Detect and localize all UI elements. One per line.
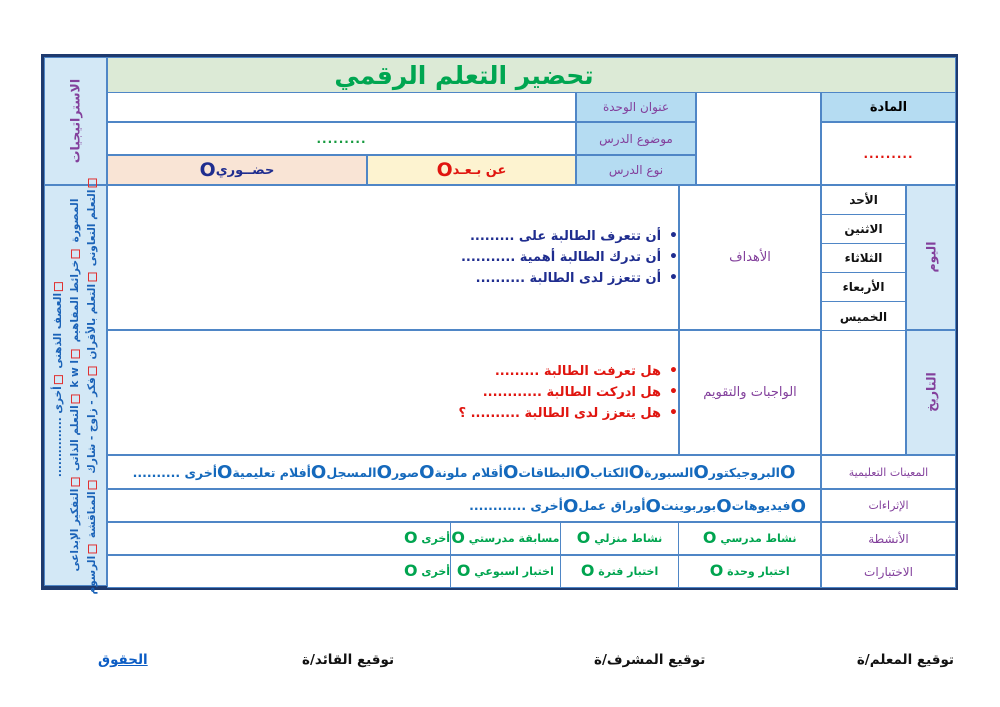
bullet-item: •هل يتعزز لدى الطالبة .......... ؟ (458, 405, 678, 421)
bullet-item: •أن تتعزز لدى الطالبة .......... (475, 270, 678, 286)
date-label: التاريخ (923, 372, 939, 412)
date-input-cell[interactable] (821, 330, 906, 455)
strategy-checkbox[interactable] (71, 478, 80, 487)
activities-options[interactable] (108, 523, 820, 554)
days-column (821, 185, 906, 330)
days-list[interactable] (822, 186, 905, 331)
strategy-checkbox[interactable] (71, 394, 80, 403)
strategy-checkbox[interactable] (88, 273, 97, 282)
option-cell[interactable]: أخرى O (404, 561, 451, 580)
option-cell[interactable]: اختبار فترة O (560, 556, 679, 587)
leader-signature-label: توقيع القائد/ة (302, 652, 395, 668)
option-cell[interactable]: مسابقة مدرستي O (450, 523, 560, 554)
option-cell[interactable]: اختبار وحدة O (678, 556, 820, 587)
day-cell[interactable]: الخميس (822, 302, 905, 331)
activities-row (107, 522, 821, 555)
option-cell[interactable]: نشاط منزلي O (560, 523, 679, 554)
strategy-line[interactable]: التعلم التعاونى التعلم بالأقران فكر - زاوج - شارك المناقشة الرسوم (86, 176, 98, 595)
strategy-checkbox[interactable] (54, 282, 63, 291)
bullet-item: •أن تدرك الطالبة أهمية ........... (460, 249, 678, 265)
strategy-checkbox[interactable] (88, 545, 97, 554)
tests-label: الاختبارات (821, 555, 956, 588)
day-label: اليوم (923, 241, 939, 273)
enrichments-label: الإثراءات (821, 489, 956, 522)
bullet-item: •هل تعرفت الطالبة ......... (494, 363, 678, 379)
day-cell[interactable]: الأربعاء (822, 273, 905, 302)
evaluation-list (118, 361, 678, 424)
rights-link[interactable]: الحقوق (98, 652, 148, 668)
strategy-line[interactable]: المصورة خرائط المفاهيم k w l التعلم الذاتى التفكير الإبداعى (69, 198, 81, 572)
lesson-topic-input-cell[interactable]: ......... (107, 122, 576, 155)
evaluation-content-cell[interactable] (107, 330, 679, 455)
supervisor-signature-label: توقيع المشرف/ة (594, 652, 706, 668)
option-cell[interactable]: أخرى O (404, 528, 451, 547)
strategy-checkbox[interactable] (88, 366, 97, 375)
strategy-checkbox[interactable] (71, 349, 80, 358)
aids-options-row[interactable]: O البروجيكتور O السبورة O الكتاب O البطاقات O أقلام ملونة O صور O المسجل O أفلام تعليمية O أخرى .......... (107, 455, 821, 489)
lesson-topic-label: موضوع الدرس (576, 122, 696, 155)
activities-label: الأنشطة (821, 522, 956, 555)
evaluation-label: الواجبات والتقويم (679, 330, 821, 455)
type-remote-option[interactable]: عن بـعـد O (367, 155, 576, 185)
bullet-item: •هل ادركت الطالبة ............ (482, 384, 678, 400)
unit-title-input-cell[interactable] (107, 92, 576, 122)
strategies-label: الاستراتيجيات (67, 78, 83, 164)
bullet-item: •أن تتعرف الطالبة على ......... (469, 228, 678, 244)
strategy-checkbox[interactable] (88, 480, 97, 489)
header-empty-cell[interactable] (696, 92, 821, 185)
objectives-label: الأهداف (679, 185, 821, 330)
day-cell[interactable]: الأحد (822, 186, 905, 215)
strategy-checkbox[interactable] (54, 375, 63, 384)
type-inperson-option[interactable]: حضــوري O (107, 155, 367, 185)
teacher-signature-label: توقيع المعلم/ة (856, 652, 954, 668)
objectives-content-cell[interactable] (107, 185, 679, 330)
aids-label: المعينات التعليمية (821, 455, 956, 489)
strategy-line[interactable]: العصف الذهنى أخرى ............... (52, 279, 64, 477)
day-cell[interactable]: الثلاثاء (822, 244, 905, 273)
lesson-type-label: نوع الدرس (576, 155, 696, 185)
subject-label-cell: المادة (821, 92, 956, 122)
option-cell[interactable]: نشاط مدرسي O (678, 523, 820, 554)
unit-title-label: عنوان الوحدة (576, 92, 696, 122)
strategy-checkbox[interactable] (71, 249, 80, 258)
option-cell[interactable]: اختبار اسبوعي O (450, 556, 560, 587)
subject-value-cell[interactable]: ......... (821, 122, 956, 185)
enrichments-options-row[interactable]: O فيديوهات O بوربوينت O أوراق عمل O أخرى ............ (107, 489, 821, 522)
day-cell[interactable]: الاثنين (822, 215, 905, 244)
objectives-list (118, 226, 678, 289)
strategy-checkbox[interactable] (88, 179, 97, 188)
tests-options[interactable] (108, 556, 820, 587)
page-title: تحضير التعلم الرقمي (334, 60, 594, 90)
tests-row (107, 555, 821, 588)
